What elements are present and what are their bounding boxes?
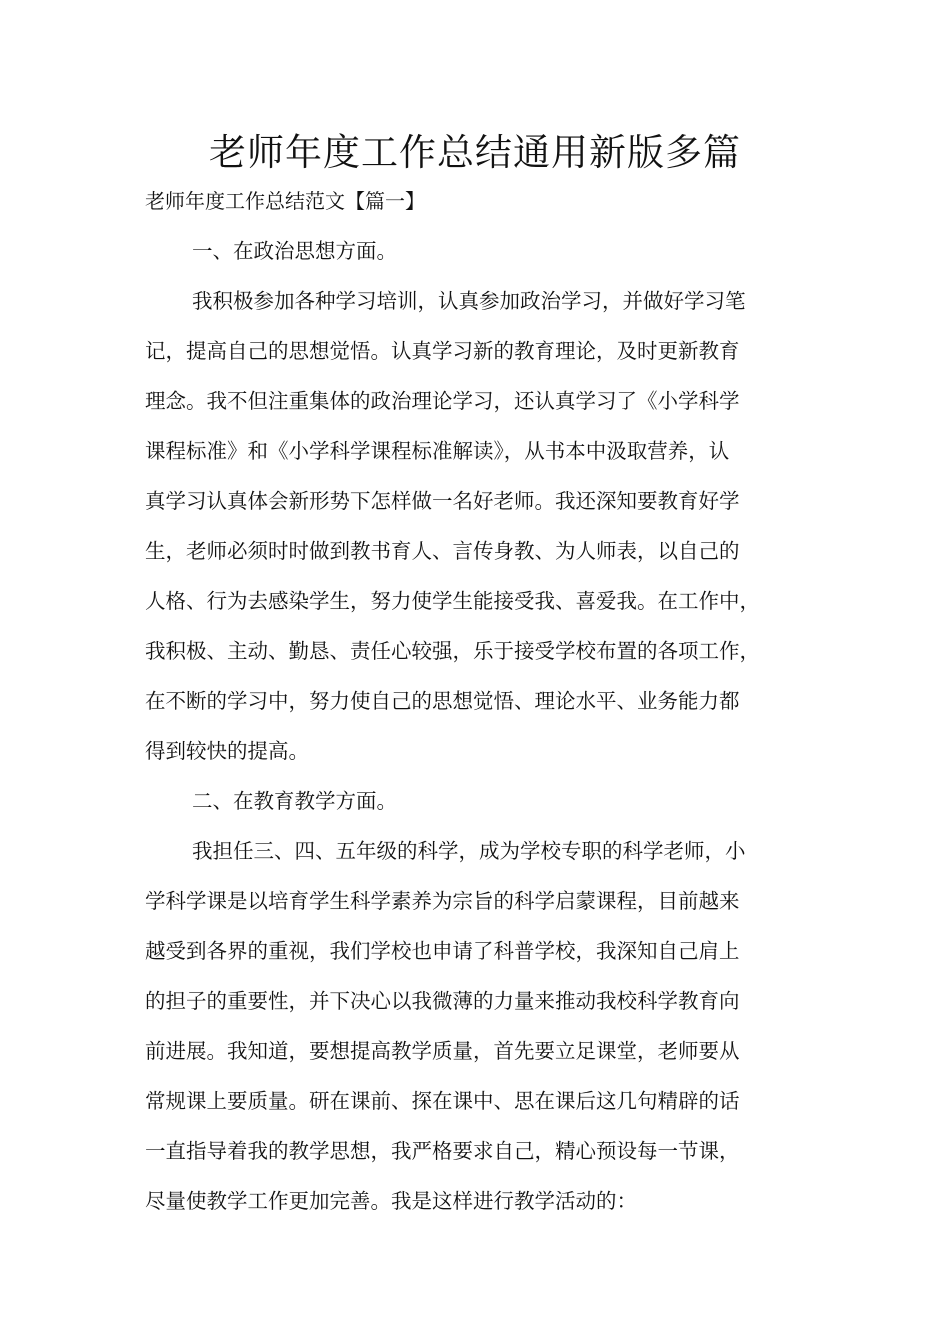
paragraph-line: 常规课上要质量。研在课前、探在课中、思在课后这几句精辟的话 <box>145 1089 740 1113</box>
paragraph-line: 学科学课是以培育学生科学素养为宗旨的科学启蒙课程，目前越来 <box>145 889 740 913</box>
document-title: 老师年度工作总结通用新版多篇 <box>209 131 741 174</box>
document-subtitle: 老师年度工作总结范文【篇一】 <box>145 189 425 213</box>
paragraph-line: 理念。我不但注重集体的政治理论学习，还认真学习了《小学科学 <box>145 389 740 413</box>
paragraph-line: 真学习认真体会新形势下怎样做一名好老师。我还深知要教育好学 <box>145 489 740 513</box>
paragraph-line: 在不断的学习中，努力使自己的思想觉悟、理论水平、业务能力都 <box>145 689 740 713</box>
paragraph-line: 越受到各界的重视，我们学校也申请了科普学校，我深知自己肩上 <box>145 939 740 963</box>
paragraph-line: 尽量使教学工作更加完善。我是这样进行教学活动的： <box>145 1189 637 1213</box>
paragraph-line: 一直指导着我的教学思想，我严格要求自己，精心预设每一节课， <box>145 1139 740 1163</box>
section-heading-politics: 一、在政治思想方面。 <box>192 239 397 263</box>
paragraph-line: 我积极、主动、勤恳、责任心较强，乐于接受学校布置的各项工作， <box>145 639 760 663</box>
paragraph-line: 前进展。我知道，要想提高教学质量，首先要立足课堂，老师要从 <box>145 1039 740 1063</box>
paragraph-line: 课程标准》和《小学科学课程标准解读》，从书本中汲取营养，认 <box>145 439 730 463</box>
paragraph-line: 记，提高自己的思想觉悟。认真学习新的教育理论，及时更新教育 <box>145 339 740 363</box>
paragraph-line: 生，老师必须时时做到教书育人、言传身教、为人师表，以自己的 <box>145 539 740 563</box>
paragraph-line: 我担任三、四、五年级的科学，成为学校专职的科学老师，小 <box>192 839 746 863</box>
paragraph-line: 人格、行为去感染学生，努力使学生能接受我、喜爱我。在工作中， <box>145 589 760 613</box>
section-heading-teaching: 二、在教育教学方面。 <box>192 789 397 813</box>
paragraph-line: 的担子的重要性，并下决心以我微薄的力量来推动我校科学教育向 <box>145 989 740 1013</box>
paragraph-line: 我积极参加各种学习培训，认真参加政治学习，并做好学习笔 <box>192 289 746 313</box>
paragraph-line: 得到较快的提高。 <box>145 739 309 763</box>
